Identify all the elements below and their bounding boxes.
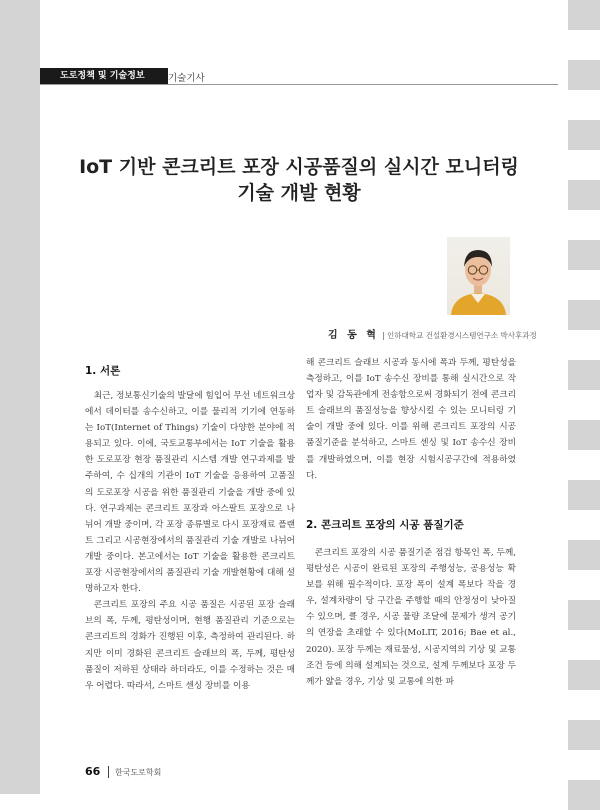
quality-paragraph: 콘크리트 포장의 시공 품질기준 점검 항목인 폭, 두께, 평탄성은 시공이 완료된 포장의 주행성능, 공용성능 확보를 위해 필수적이다. 포장 폭이 설계 폭보다 작을 경우, 설계차량이 당 구간을 주행할 때의 안정성이 낮아질 수 있으며, 클 경우, 시공 물량 조달에 문제가 생겨 공기의 연장을 초래할 수 있다(MoLIT, 2016; Bae et al., 2020). 포장 두께는 재료물성, 시공지역의 기상 및 교통 조건 등에 의해 설계되는 것으로, 설계 두께보다 포장 두께가 얇을 경우, 기상 및 교통에 의한 파 [306,548,516,687]
intro-paragraph-1: 최근, 정보통신기술의 발달에 힘입어 무선 네트워크상에서 데이터를 송수신하고, 이를 물리적 기기에 연동하는 IoT(Internet of Things) 기술이 다양한 분야에 적용되고 있다. 이에, 국토교통부에서는 IoT 기술을 활용한 도로포장 현장 품질관리 시스템 개발 연구과제를 발주하여, 수 십개의 기관이 IoT 기술을 응용하여 고품질의 도로포장 시공을 위한 품질관리 기술을 개발 중에 있다. 연구과제는 콘크리트 포장과 아스팔트 포장으로 나뉘어 개발 중이며, 각 포장 종류별로 다시 포장재료 플랜트 그리고 시공현장에서의 품질관리 기술 개발로 나뉘어 개발 중이다. 본고에서는 IoT 기술을 활용한 콘크리트 포장 시공현장에서의 품질관리 기술 개발현황에 대해 설명하고자 한다. [85,391,295,595]
intro-paragraph-continued: 해 콘크리트 슬래브 시공과 동시에 폭과 두께, 평탄성을 측정하고, 이를 IoT 송수신 장비를 통해 실시간으로 작업자 및 감독관에게 전송함으로써 경화되기 전에 콘크리트 슬래브의 품질성능을 향상시킬 수 있는 모니터링 기술이 개발 중에 있다. 이를 위해 콘크리트 포장의 시공 품질기준을 분석하고, 스마트 센싱 및 IoT 송수신 장비를 개발하였으며, 이를 현장 시험시공구간에 적용하였다. [306,358,516,481]
section-heading-intro: 1. 서론 [85,365,121,377]
footer-divider [108,766,109,778]
right-column-bottom [306,545,516,690]
section-tag: 도로정책 및 기술정보 [40,68,168,84]
author-affiliation: | 인하대학교 건설환경시스템연구소 박사후과정 [382,331,537,340]
right-column-top [306,355,516,484]
page-number: 66 [85,765,101,778]
left-column [85,388,295,694]
section-heading-quality-criteria: 2. 콘크리트 포장의 시공 품질기준 [306,519,464,531]
section-subtag: 기술기사 [168,73,205,84]
left-margin-band [0,0,40,794]
author-photo [447,237,510,315]
author-name: 김 동 혁 [328,330,379,341]
header-rule [40,84,558,85]
publication-name: 한국도로학회 [115,768,162,777]
article-title-line1: IoT 기반 콘크리트 포장 시공품질의 실시간 모니터링 [79,156,519,178]
intro-paragraph-2: 콘크리트 포장의 주요 시공 품질은 시공된 포장 슬래브의 폭, 두께, 평탄성이며, 현행 품질관리 기준으로는 콘크리트의 경화가 진행된 이후, 측정하여 관리된다. 하지만 이미 경화된 콘크리트 슬래브의 폭, 두께, 평탄성 품질이 저하된 상태라 하더라도, 이를 수정하는 것은 매우 어렵다. 따라서, 스마트 센싱 장비를 이용 [85,600,295,691]
author-line [328,326,537,341]
right-margin-ticks [568,0,600,794]
article-title-line2: 기술 개발 현황 [237,182,361,204]
